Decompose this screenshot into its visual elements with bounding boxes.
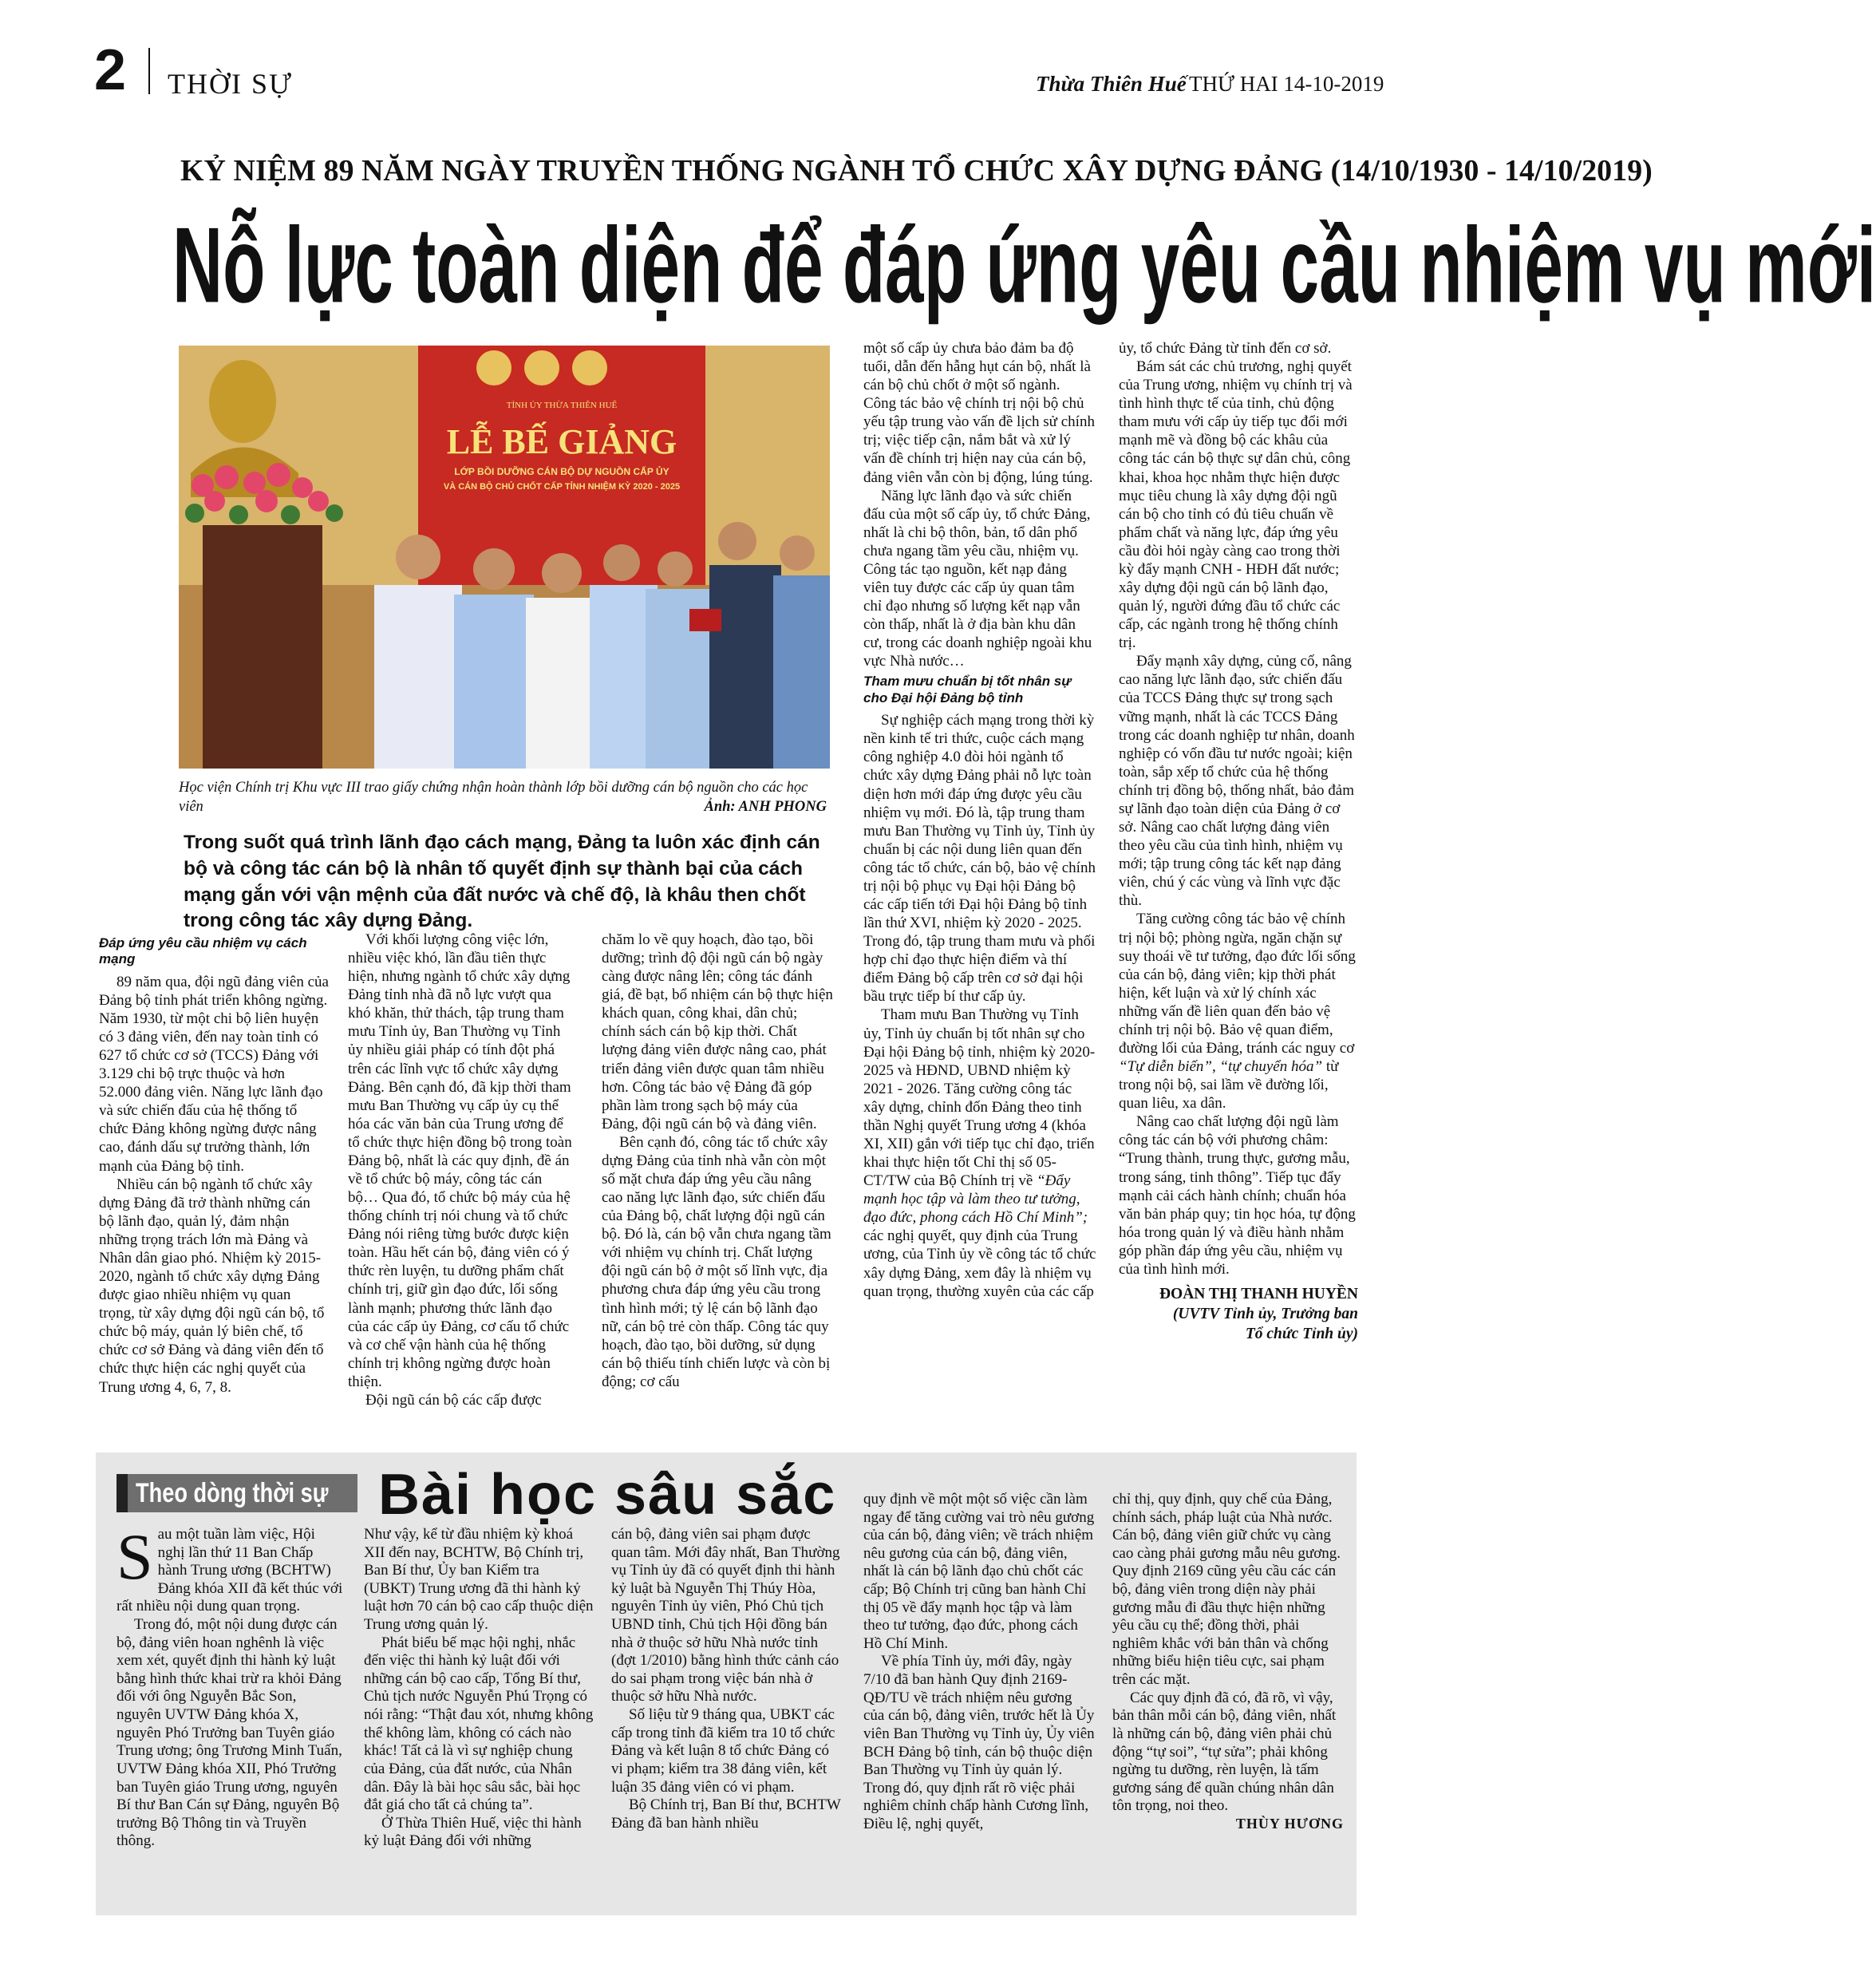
paragraph: một số cấp ủy chưa bảo đảm ba độ tuổi, dẫn đến hẫng hụt cán bộ, nhất là cán bộ chủ chốt ở một số ngành. Công tác bảo vệ chính trị nội bộ chủ yếu tập trung vào vấn đề lịch sử chính trị; việc tiếp cận, nắm bắt và xử lý vấn đề chính trị hiện nay của cán bộ, đảng viên vẫn còn bị động, lúng túng. <box>863 340 1095 486</box>
paragraph: Bám sát các chủ trương, nghị quyết của Trung ương, nhiệm vụ chính trị và tình hình thực tế của tỉnh, chủ động tham mưu với cấp ủy tiếp tục đổi mới mạnh mẽ và đồng bộ các khâu của công tác cán bộ thực sự dân chủ, công khai, khoa học nhằm thực hiện được mục tiêu chung là xây dựng đội ngũ cán bộ cho tỉnh có đủ tiêu chuẩn về phẩm chất và năng lực, đáp ứng yêu cầu đòi hỏi ngày càng cao trong thời kỳ đẩy mạnh CNH - HĐH đất nước; xây dựng đội ngũ cán bộ lãnh đạo, quản lý, người đứng đầu tổ chức các cấp, các ngành trong hệ thống chính trị. <box>1119 358 1353 652</box>
article-photo <box>179 346 830 769</box>
paragraph: Trong đó, một nội dung được cán bộ, đảng viên hoan nghênh là việc xem xét, quyết định thi hành kỷ luật bằng hình thức khai trừ ra khỏi Đảng đối với ông Nguyễn Bắc Son, nguyên UVTW Đảng khóa X, nguyên Phó Trưởng ban Tuyên giáo Trung ương; ông Trương Minh Tuấn, UVTW Đảng khóa XII, Phó Trưởng ban Tuyên giáo Trung ương, nguyên Bí thư Ban Cán sự Đảng, nguyên Bộ trưởng Bộ Thông tin và Truyền thông. <box>117 1616 342 1850</box>
paragraph: Phát biểu bế mạc hội nghị, nhắc đến việc thi hành kỷ luật đối với những cán bộ cao cấp, Tổng Bí thư, Chủ tịch nước Nguyễn Phú Trọng có nói rằng: “Thật đau xót, nhưng không thể không làm, không có cách nào khác! Tất cả là vì sự nghiệp chung của Đảng, của đất nước, của Nhân dân. Đây là bài học sâu sắc, bài học đắt giá cho tất cả chúng ta”. <box>364 1634 594 1814</box>
banner-top-text: TỈNH ỦY THỪA THIÊN HUẾ <box>506 401 618 410</box>
paragraph: Với khối lượng công việc lớn, nhiều việc khó, lần đầu tiên thực hiện, nhưng ngành tổ chức xây dựng Đảng tỉnh nhà đã nỗ lực vượt qua khó khăn, thử thách, tập trung tham mưu Tỉnh ủy, Ban Thường vụ Tỉnh ủy nhiều giải pháp có tính đột phá trên các lĩnh vực tổ chức xây dựng Đảng. Bên cạnh đó, đã kịp thời tham mưu Ban Thường vụ cấp ủy cụ thể hóa các văn bản của Trung ương để tổ chức thực hiện đồng bộ trong toàn Đảng bộ, nhất là các quy định, đề án về tổ chức bộ máy, công tác cán bộ… Qua đó, tổ chức bộ máy của hệ thống chính trị nói chung và tổ chức Đảng nói riêng từng bước được kiện toàn. Hầu hết cán bộ, đảng viên có ý thức rèn luyện, tu dưỡng phẩm chất chính trị, giữ gìn đạo đức, lối sống lành mạnh; phương thức lãnh đạo của các cấp ủy Đảng, cơ cấu tổ chức và cơ chế vận hành của hệ thống chính trị không ngừng được hoàn thiện. <box>348 931 572 1390</box>
box-column-4 <box>863 1491 1095 1834</box>
paragraph-text: Tăng cường công tác bảo vệ chính trị nội bộ; phòng ngừa, ngăn chặn sự suy thoái về tư tưởng, đạo đức lối sống của cán bộ, đảng viên; kịp thời phát hiện, kết luận và xử lý chính xác những vấn đề liên quan đến bảo vệ chính trị nội bộ. Bảo vệ quan điểm, đường lối của Đảng, tránh các nguy cơ <box>1119 911 1356 1057</box>
paragraph: ủy, tổ chức Đảng từ tỉnh đến cơ sở. <box>1119 340 1332 357</box>
paragraph: chỉ thị, quy định, quy chế của Đảng, chính sách, pháp luật của Nhà nước. Cán bộ, đảng viên giữ chức vụ càng cao càng phải gương mẫu nêu gương. Quy định 2169 cũng yêu cầu các cán bộ, đảng viên trong diện này phải gương mẫu đi đầu thực hiện những yêu cầu cụ thể; đồng thời, phải nghiêm khắc với bản thân và chống những biểu hiện tiêu cực, sai phạm trên các mặt. <box>1112 1491 1341 1689</box>
box-headline: Bài học sâu sắc <box>378 1463 837 1527</box>
paragraph: cán bộ, đảng viên sai phạm được quan tâm. Mới đây nhất, Ban Thường vụ Tỉnh ủy đã có quyết định thi hành kỷ luật bà Nguyễn Thị Thúy Hòa, nguyên Tỉnh ủy viên, Phó Chủ tịch UBND tỉnh, Chủ tịch Hội đồng bán nhà ở thuộc sở hữu Nhà nước tỉnh (đợt 1/2010) bằng hình thức cảnh cáo do sai phạm trong việc bán nhà ở thuộc sở hữu Nhà nước. <box>611 1526 840 1705</box>
masthead: Thừa Thiên Huế <box>1036 72 1187 96</box>
section-subhead-1: Đáp ứng yêu cầu nhiệm vụ cách mạng <box>99 935 307 967</box>
photo-credit: Ảnh: ANH PHONG <box>704 799 827 816</box>
article-column-5 <box>1119 339 1358 1344</box>
ceremony-photo-illustration <box>179 346 830 769</box>
caption-text: Học viện Chính trị Khu vực III trao giấy chứng nhận hoàn thành lớp bồi dưỡng cán bộ nguồn cho các học viên <box>179 780 808 816</box>
article-lead: Trong suốt quá trình lãnh đạo cách mạng, Đảng ta luôn xác định cán bộ và công tác cán bộ là nhân tố quyết định sự thành bại của cách mạng gắn với vận mệnh của đất nước và chế độ, là khâu then chốt trong công tác xây dựng Đảng. <box>184 832 820 932</box>
paragraph: Sự nghiệp cách mạng trong thời kỳ nền kinh tế tri thức, cuộc cách mạng công nghiệp 4.0 đòi hỏi ngành tổ chức xây dựng Đảng phải nỗ lực toàn diện hơn mới đáp ứng được yêu cầu nhiệm vụ mới. Đó là, tập trung tham mưu Ban Thường vụ Tỉnh ủy, Tỉnh ủy chuẩn bị các nội dung liên quan đến công tác tổ chức, cán bộ, bảo vệ chính trị nội bộ phục vụ Đại hội Đảng bộ các cấp tiến tới Đại hội Đảng bộ tỉnh lần thứ XVI, nhiệm kỳ 2020 - 2025. Trong đó, tập trung tham mưu và phối hợp chỉ đạo thực hiện điểm và thí điểm Đảng bộ cấp trên cơ sở đại hội bầu trực tiếp bí thư cấp ủy. <box>863 712 1096 1006</box>
paragraph: Nhiều cán bộ ngành tổ chức xây dựng Đảng đã trở thành những cán bộ lãnh đạo, quản lý, đảm nhận những trọng trách lớn mà Đảng và Nhân dân giao phó. Nhiệm kỳ 2015-2020, ngành tổ chức xây dựng Đảng được giao nhiều nhiệm vụ quan trọng, từ xây dựng đội ngũ cán bộ, tổ chức bộ máy, quản lý biên chế, tổ chức cơ sở Đảng và đảng viên đến tổ chức thực hiện các nghị quyết của Trung ương 4, 6, 7, 8. <box>99 1176 325 1396</box>
paragraph: Nâng cao chất lượng đội ngũ làm công tác cán bộ với phương châm: “Trung thành, trung thực, gương mẫu, trong sáng, tinh thông”. Tiếp tục đẩy mạnh cải cách hành chính; chuẩn hóa văn bản pháp quy; tin học hóa, tự động hóa trong quản lý và điều hành nhằm góp phần đáp ứng yêu cầu, nhiệm vụ của tình hình mới. <box>1119 1113 1356 1278</box>
paragraph-text: các nghị quyết, quy định của Trung ương, của Tỉnh ủy về công tác tổ chức xây dựng Đảng, xem đây là nhiệm vụ quan trọng, thường xuyên của các cấp <box>863 1227 1096 1300</box>
author-title-line-2: Tổ chức Tỉnh ủy) <box>1245 1326 1358 1343</box>
article-column-2 <box>348 931 576 1409</box>
box-column-1 <box>117 1520 345 1851</box>
paragraph: Năng lực lãnh đạo và sức chiến đấu của một số cấp ủy, tổ chức Đảng, nhất là chi bộ thôn, bản, tổ dân phố chưa ngang tầm yêu cầu, nhiệm vụ. Công tác tạo nguồn, kết nạp đảng viên tuy được các cấp ủy quan tâm chỉ đạo nhưng số lượng kết nạp vẫn còn thấp, nhất là ở địa bàn khu dân cư, trong các doanh nghiệp ngoài khu vực Nhà nước… <box>863 487 1092 670</box>
drop-cap: S <box>117 1520 153 1593</box>
paragraph: Bên cạnh đó, công tác tổ chức xây dựng Đảng của tỉnh nhà vẫn còn một số mặt chưa đáp ứng yêu cầu nâng cao năng lực lãnh đạo, sức chiến đấu của Đảng bộ, chất lượng đội ngũ cán bộ. Đó là, cán bộ vẫn chưa ngang tầm với nhiệm vụ chính trị. Chất lượng đội ngũ cán bộ ở một số lĩnh vực, địa phương chưa đáp ứng yêu cầu trong tình hình mới; tỷ lệ cán bộ lãnh đạo nữ, cán bộ trẻ còn thấp. Công tác quy hoạch, đào tạo, bồi dưỡng, sử dụng cán bộ thiếu tính chiến lược và còn bị động; cơ cấu <box>602 1133 831 1390</box>
quote-text: “Tự diễn biến”, “tự chuyển hóa” <box>1119 1058 1323 1076</box>
paragraph: Như vậy, kể từ đầu nhiệm kỳ khoá XII đến nay, BCHTW, Bộ Chính trị, Ban Bí thư, Ủy ban Kiểm tra (UBKT) Trung ương đã thi hành kỷ luật hơn 70 cán bộ cao cấp thuộc diện Trung ương quản lý. <box>364 1526 594 1634</box>
paragraph <box>863 1006 1096 1300</box>
paragraph: 89 năm qua, đội ngũ đảng viên của Đảng bộ tỉnh phát triển không ngừng. Năm 1930, từ một chi bộ liên huyện có 3 đảng viên, đến nay toàn tỉnh có 627 tổ chức cơ sở (TCCS) Đảng với 3.129 chi bộ trực thuộc và hơn 52.000 đảng viên. Năng lực lãnh đạo và sức chiến đấu của hệ thống tổ chức Đảng không ngừng được nâng cao, đánh dấu sự trưởng thành, lớn mạnh của Đảng bộ tỉnh. <box>99 973 329 1175</box>
paragraph: Số liệu từ 9 tháng qua, UBKT các cấp trong tỉnh đã kiểm tra 10 tổ chức Đảng và kết luận 8 tổ chức Đảng có vi phạm; kiểm tra 38 đảng viên, kết luận 35 đảng viên có vi phạm. <box>611 1706 835 1796</box>
page-number: 2 <box>94 38 127 102</box>
section-subhead-2: Tham mưu chuẩn bị tốt nhân sự cho Đại hội Đảng bộ tỉnh <box>863 674 1072 705</box>
paragraph: chăm lo về quy hoạch, đào tạo, bồi dưỡng; trình độ đội ngũ cán bộ ngày càng được nâng lên; công tác đánh giá, đề bạt, bổ nhiệm cán bộ thực hiện khách quan, công khai, dân chủ; chính sách cán bộ kịp thời. Chất lượng đảng viên được nâng cao, phát triển đảng viên được quan tâm nhiều hơn. Công tác bảo vệ Đảng đã góp phần làm trong sạch bộ máy của Đảng, đội ngũ cán bộ và đảng viên. <box>602 931 833 1132</box>
box-author: THÙY HƯƠNG <box>1235 1815 1344 1832</box>
paragraph: Các quy định đã có, đã rõ, vì vậy, bản thân mỗi cán bộ, đảng viên, nhất là những cán bộ, đảng viên phải chủ động “tự soi”, “tự sửa”; phải không ngừng tu dưỡng, rèn luyện, là tấm gương sáng để quần chúng nhân dân tôn trọng, noi theo. <box>1112 1689 1337 1815</box>
banner-sub2-text: VÀ CÁN BỘ CHỦ CHỐT CẤP TỈNH NHIỆM KỲ 2020 - 2025 <box>443 482 681 492</box>
section-name: THỜI SỰ <box>168 68 293 100</box>
paragraph: Bộ Chính trị, Ban Bí thư, BCHTW Đảng đã ban hành nhiều <box>611 1796 841 1832</box>
article-column-3 <box>602 931 833 1391</box>
paragraph: Ở Thừa Thiên Huế, việc thi hành kỷ luật Đảng đối với những <box>364 1814 582 1850</box>
paragraph: Về phía Tỉnh ủy, mới đây, ngày 7/10 đã ban hành Quy định 2169-QĐ/TU về trách nhiệm nêu gương của cán bộ, đảng viên, trước hết là Ủy viên Ban Thường vụ Tỉnh ủy, Ủy viên BCH Đảng bộ tỉnh, cán bộ thuộc diện Ban Thường vụ Tỉnh ủy quản lý. Trong đó, quy định rất rõ việc phải nghiêm chỉnh chấp hành Cương lĩnh, Điều lệ, nghị quyết, <box>863 1653 1095 1832</box>
quote-text: “Đẩy mạnh học tập và làm theo tư tưởng, đạo đức, phong cách Hồ Chí Minh”; <box>863 1172 1088 1227</box>
banner-title-text: LỄ BẾ GIẢNG <box>446 422 677 461</box>
box-column-5 <box>1112 1491 1344 1832</box>
paragraph-text: au một tuần làm việc, Hội nghị lần thứ 11 Ban Chấp hành Trung ương (BCHTW) Đảng khóa XII đã kết thúc với rất nhiều nội dung quan trọng. <box>117 1526 343 1615</box>
photo-caption <box>179 778 827 816</box>
box-column-3 <box>611 1526 841 1832</box>
paragraph-text: Tham mưu Ban Thường vụ Tỉnh ủy, Tỉnh ủy chuẩn bị tốt nhân sự cho Đại hội Đảng bộ tỉnh, nhiệm kỳ 2020-2025 và HĐND, UBND nhiệm kỳ 2021 - 2026. Tăng cường công tác xây dựng, chỉnh đốn Đảng theo tinh thần Nghị quyết Trung ương 4 (khóa XI, XII) gắn với tiếp tục chỉ đạo, triển khai thực hiện tốt Chỉ thị số 05-CT/TW của Bộ Chính trị về <box>863 1006 1096 1190</box>
paragraph-text: từ trong nội bộ, sai lầm về đường lối, quan liêu, xa dân. <box>1119 1058 1339 1113</box>
banner-sub1-text: LỚP BỒI DƯỠNG CÁN BỘ DỰ NGUỒN CẤP ỦY <box>454 466 669 477</box>
column-tag-label: Theo dòng thời sự <box>136 1478 329 1508</box>
paragraph <box>1119 910 1358 1113</box>
author-title-line-1: (UVTV Tỉnh ủy, Trưởng ban <box>1172 1305 1358 1322</box>
article-column-4 <box>863 339 1096 1301</box>
article-headline: Nỗ lực toàn diện để đáp ứng yêu cầu nhiệm vụ mới <box>172 205 1876 326</box>
paragraph: Đẩy mạnh xây dựng, củng cố, nâng cao năng lực lãnh đạo, sức chiến đấu của TCCS Đảng thực sự trong sạch vững mạnh, nhất là các TCCS Đảng trong các doanh nghiệp tư nhân, doanh nghiệp có vốn đầu tư nước ngoài; kiện toàn, sắp xếp tổ chức của hệ thống chính trị đồng bộ, thống nhất, bảo đảm sự lãnh đạo toàn diện của Đảng ở cơ sở. Nâng cao chất lượng đảng viên theo yêu cầu của tình hình, nhiệm vụ mới; tập trung công tác kết nạp đảng viên, chú ý các vùng và lĩnh vực đặc thù. <box>1119 653 1355 910</box>
box-column-2 <box>364 1526 594 1851</box>
article-kicker: KỶ NIỆM 89 NĂM NGÀY TRUYỀN THỐNG NGÀNH TỔ CHỨC XÂY DỰNG ĐẢNG (14/10/1930 - 14/10/2019) <box>180 154 1653 188</box>
paragraph: Đội ngũ cán bộ các cấp được <box>365 1391 542 1409</box>
header-divider <box>148 48 150 94</box>
paragraph: quy định về một một số việc cần làm ngay để tăng cường vai trò nêu gương của cán bộ, đảng viên; về trách nhiệm nêu gương của cán bộ, đảng viên, nhất là cán bộ lãnh đạo chủ chốt các cấp; Bộ Chính trị cũng ban hành Chỉ thị 05 về đẩy mạnh học tập và làm theo tư tưởng, đạo đức, phong cách Hồ Chí Minh. <box>863 1491 1095 1652</box>
date-line: THỨ HAI 14-10-2019 <box>1189 72 1384 96</box>
column-tag-accent <box>117 1474 128 1512</box>
article-column-1 <box>99 932 329 1397</box>
author-name: ĐOÀN THỊ THANH HUYỀN <box>1159 1285 1358 1302</box>
paragraph <box>117 1520 345 1616</box>
